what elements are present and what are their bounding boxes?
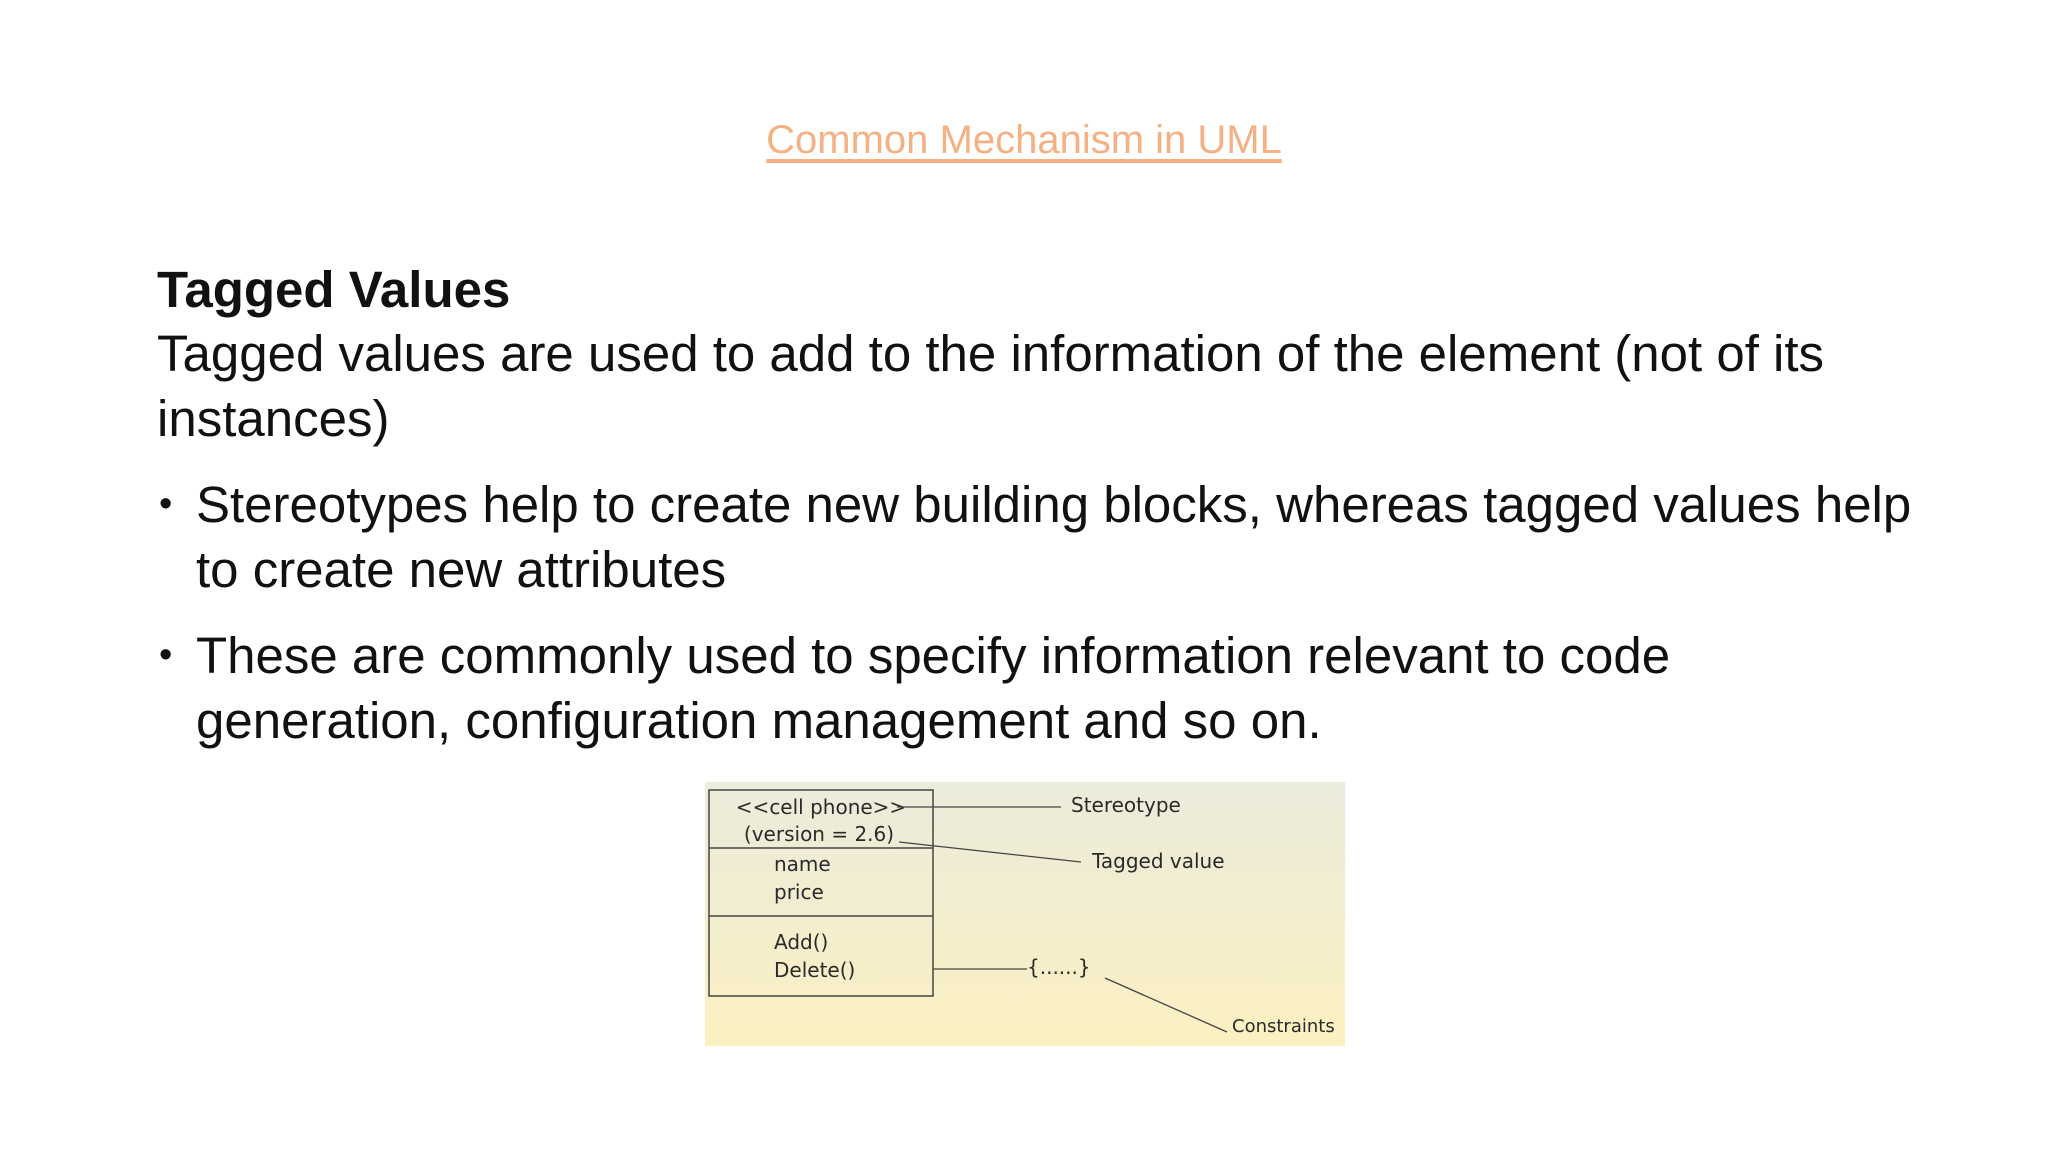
class-operation: Add() xyxy=(774,930,829,954)
constraint-braces: {......} xyxy=(1027,955,1091,979)
bullet-item xyxy=(157,472,1936,602)
bullet-icon: • xyxy=(159,634,173,676)
intro-paragraph: Tagged values are used to add to the information of the element (not of its instances) xyxy=(157,325,1825,447)
constraints-label: Constraints xyxy=(1232,1016,1335,1037)
tagged-value-connector xyxy=(899,842,1081,862)
class-tagged-value: (version = 2.6) xyxy=(743,822,895,846)
bullet-text: Stereotypes help to create new building blocks, whereas tagged values help to create new attributes xyxy=(196,476,1912,598)
slide-title[interactable]: Common Mechanism in UML xyxy=(766,118,1282,162)
stereotype-label: Stereotype xyxy=(1071,793,1181,817)
class-operation: Delete() xyxy=(774,958,856,982)
constraints-connector xyxy=(1105,978,1227,1032)
bullet-text: These are commonly used to specify information relevant to code generation, configuration management and so on. xyxy=(196,627,1671,749)
bullet-item xyxy=(157,623,1936,753)
bullet-list xyxy=(157,472,1947,753)
slide-body xyxy=(157,258,1947,774)
section-heading: Tagged Values xyxy=(157,261,511,318)
uml-diagram-svg xyxy=(705,782,1345,1046)
bullet-icon: • xyxy=(159,483,173,525)
class-stereotype: <<cell phone>> xyxy=(735,795,907,819)
class-attribute: name xyxy=(774,852,831,876)
class-attribute: price xyxy=(774,880,824,904)
uml-tagged-value-diagram xyxy=(705,782,1345,1046)
tagged-value-label: Tagged value xyxy=(1092,849,1225,873)
